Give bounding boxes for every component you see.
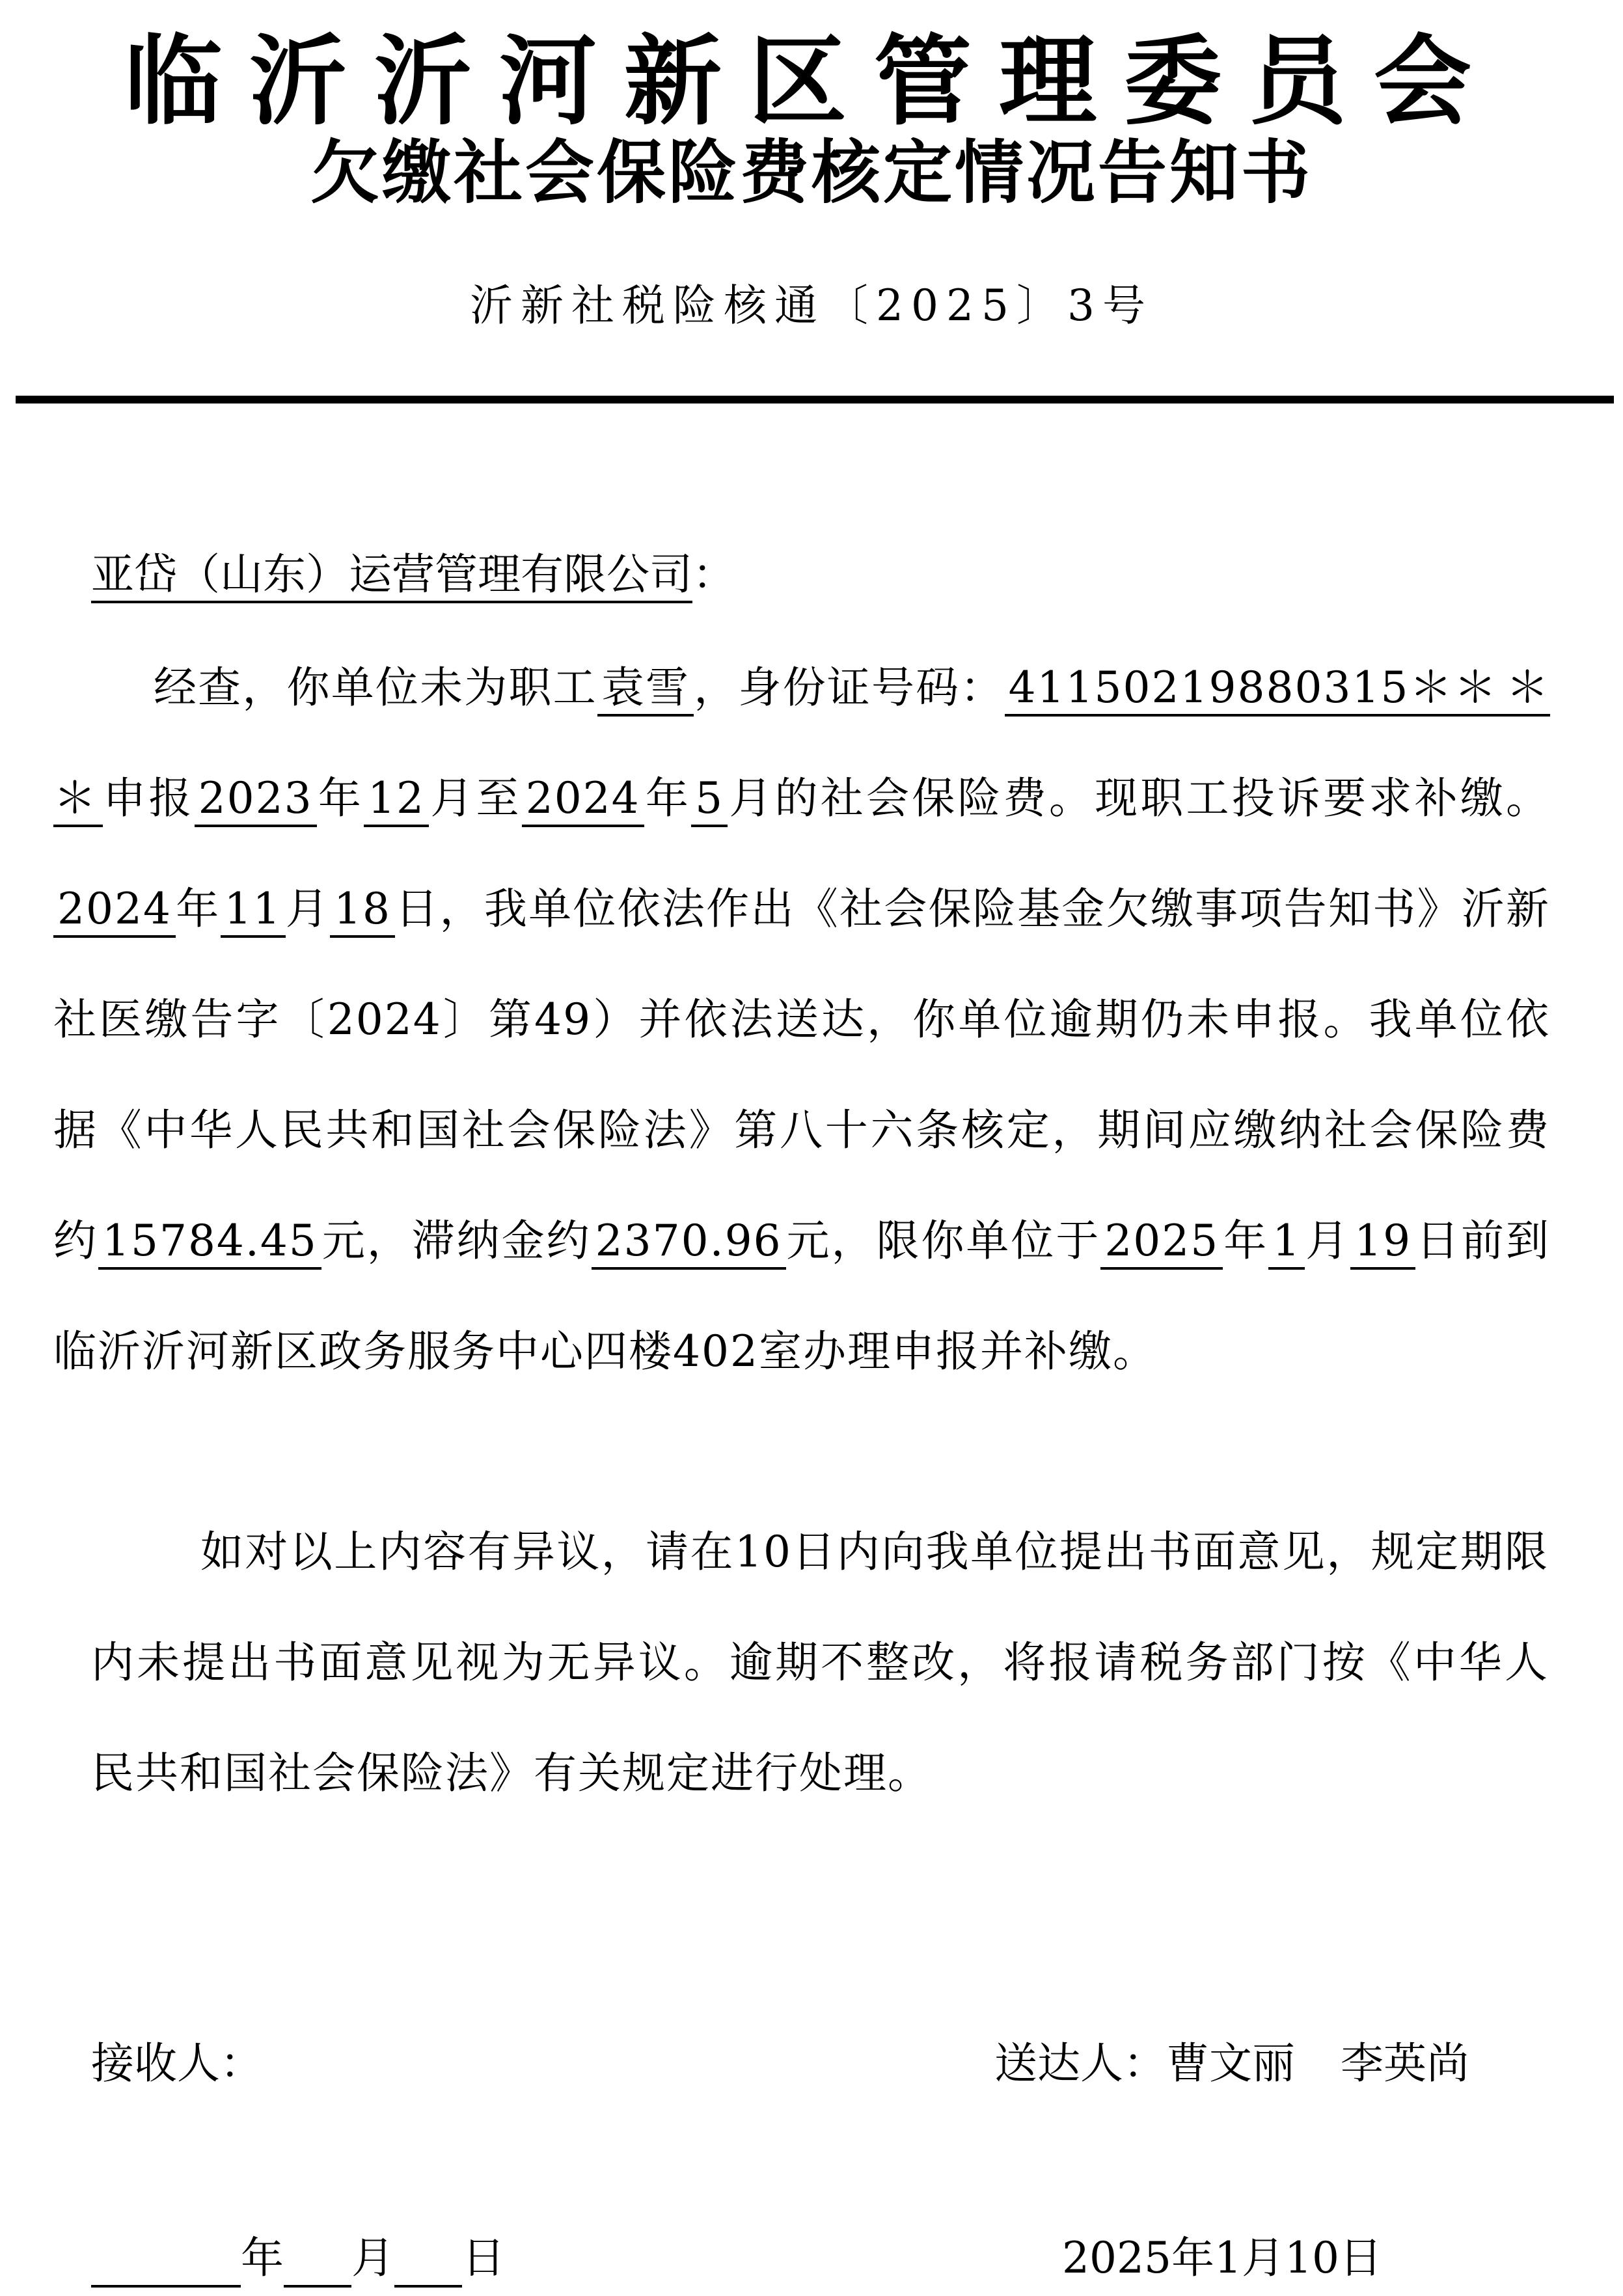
sender-name-1: 曹文丽 [1166, 2038, 1295, 2088]
text-run: 日，我单位依法作出《社会保险基金欠缴事项告知书》沂新社医缴告字〔2024〕第49）并依法送达，你单位逾期仍未申报。我单位依据《中华人民共和国社会保险法》第八十六条核定，期间应缴纳社会保险费约 [53, 884, 1551, 1266]
employee-name: 袁雪 [597, 663, 694, 717]
text-run: 经查，你单位未为职工 [154, 663, 597, 713]
header-divider [16, 396, 1614, 403]
deadline-day: 19 [1350, 1216, 1415, 1270]
text-run: 年 [1223, 1216, 1269, 1266]
receipt-date-line [91, 2229, 505, 2288]
text-run: 申报 [103, 773, 195, 823]
month-label: 月 [351, 2233, 394, 2283]
month-blank [284, 2239, 351, 2288]
text-run: ，身份证号码： [694, 663, 1005, 713]
deadline-year: 2025 [1100, 1216, 1223, 1270]
deadline-month: 1 [1268, 1216, 1305, 1270]
text-run: 年 [175, 884, 221, 934]
text-run: 年 [644, 773, 692, 823]
day-label: 日 [462, 2233, 505, 2283]
receiver-label: 接收人： [91, 2038, 263, 2088]
end-year: 2024 [522, 773, 644, 827]
start-year: 2023 [195, 773, 317, 827]
document-number: 沂新社税险核通〔2025〕3号 [470, 280, 1153, 331]
sender-name-2: 李英尚 [1341, 2038, 1469, 2088]
day-blank [394, 2239, 462, 2288]
text-run: 月的社会保险费。现职工投诉要求补缴。 [728, 773, 1551, 823]
text-run: 年 [316, 773, 364, 823]
sender-block [994, 2034, 1469, 2093]
text-run: 月 [285, 884, 331, 934]
sender-label: 送达人： [994, 2038, 1166, 2088]
addressee-colon: ： [692, 549, 735, 599]
notice-day: 18 [330, 884, 395, 938]
start-month: 12 [364, 773, 429, 827]
document-title: 欠缴社会保险费核定情况告知书 [310, 131, 1313, 213]
id-number-part-1: 41150219880315＊＊ [1005, 663, 1502, 717]
notice-month: 11 [221, 884, 286, 938]
addressee-name: 亚岱（山东）运营管理有限公司 [91, 549, 692, 603]
end-month: 5 [691, 773, 728, 827]
text-run: 月至 [429, 773, 522, 823]
issuing-organization: 临沂沂河新区管理委员会 [124, 24, 1499, 139]
text-run: 元，滞纳金约 [321, 1216, 592, 1266]
id-number-part-2: ＊＊ [53, 663, 1550, 827]
notice-year: 2024 [53, 884, 176, 938]
text-run: 元，限你单位于 [785, 1216, 1101, 1266]
body-paragraph-1 [53, 633, 1550, 1407]
text-run: 月 [1305, 1216, 1351, 1266]
year-label: 年 [241, 2233, 284, 2283]
body-paragraph-2: 如对以上内容有异议，请在10日内向我单位提出书面意见，规定期限内未提出书面意见视为无异议。逾期不整改，将报请税务部门按《中华人民共和国社会保险法》有关规定进行处理。 [91, 1527, 1549, 1798]
late-fee-amount: 2370.96 [592, 1216, 786, 1270]
addressee [91, 545, 735, 604]
year-blank [91, 2239, 241, 2288]
issue-date: 2025年1月10日 [1062, 2233, 1382, 2283]
insurance-amount: 15784.45 [98, 1216, 321, 1270]
text-run: 日前到临沂沂河新区政务服务中心四楼402室办理申报并补缴。 [53, 1216, 1551, 1376]
